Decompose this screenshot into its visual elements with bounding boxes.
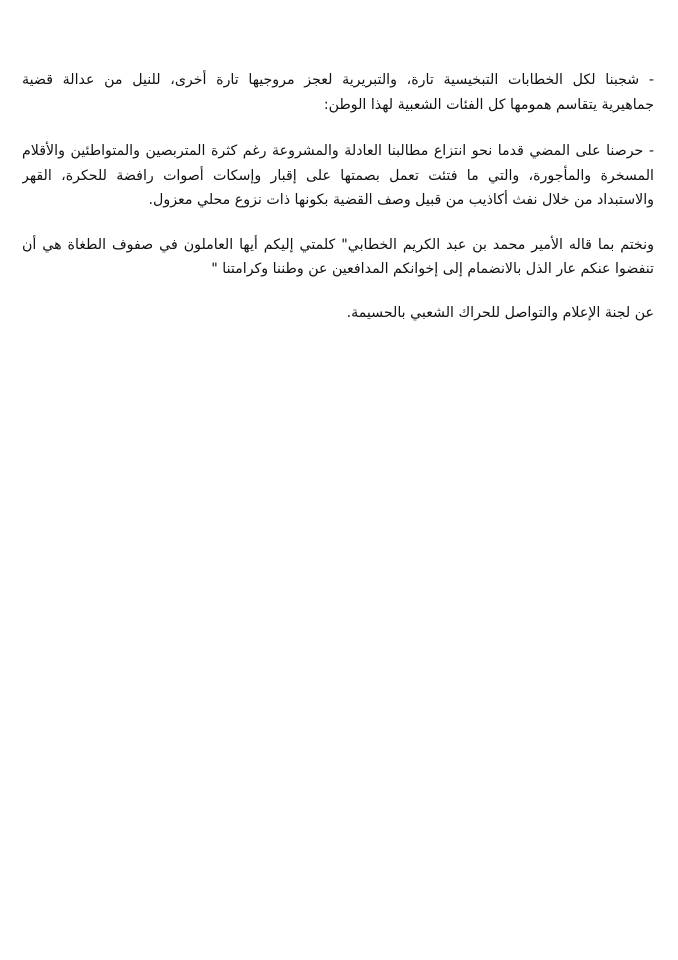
paragraph-denunciation [22, 68, 654, 117]
document-body [22, 68, 654, 348]
paragraph-commitment [22, 139, 654, 213]
text-line: ونختم بما قاله الأمير محمد بن عبد الكريم الخطابي" كلمتي إليكم أيها العاملون في صفوف الطغاة هي أن [22, 236, 654, 253]
text-line: - حرصنا على المضي قدما نحو انتزاع مطالبنا العادلة والمشروعة رغم كثرة المتربصين والمتواطئين والأقلام [22, 143, 654, 159]
text-line: المسخرة والمأجورة، والتي ما فتئت تعمل بصمتها على إقبار وإسكات أصوات رافضة للحكرة، القهر [22, 167, 654, 184]
signature-line: عن لجنة الإعلام والتواصل للحراك الشعبي بالحسيمة. [346, 304, 654, 321]
text-line: تنفضوا عنكم عار الذل بالانضمام إلى إخوانكم المدافعين عن وطننا وكرامتنا " [211, 261, 654, 277]
text-line: والاستبداد من خلال نفث أكاذيب من قبيل وصف القضية بكونها ذات نزوع محلي معزول. [148, 192, 654, 208]
paragraph-quote [22, 233, 654, 282]
text-line: جماهيرية يتقاسم همومها كل الفئات الشعبية لهذا الوطن: [323, 96, 654, 113]
text-line: - شجبنا لكل الخطابات التبخيسية تارة، والتبريرية لعجز مروجيها تارة أخرى، للنيل من عدالة قضية [22, 72, 654, 88]
paragraph-signature [22, 301, 654, 326]
